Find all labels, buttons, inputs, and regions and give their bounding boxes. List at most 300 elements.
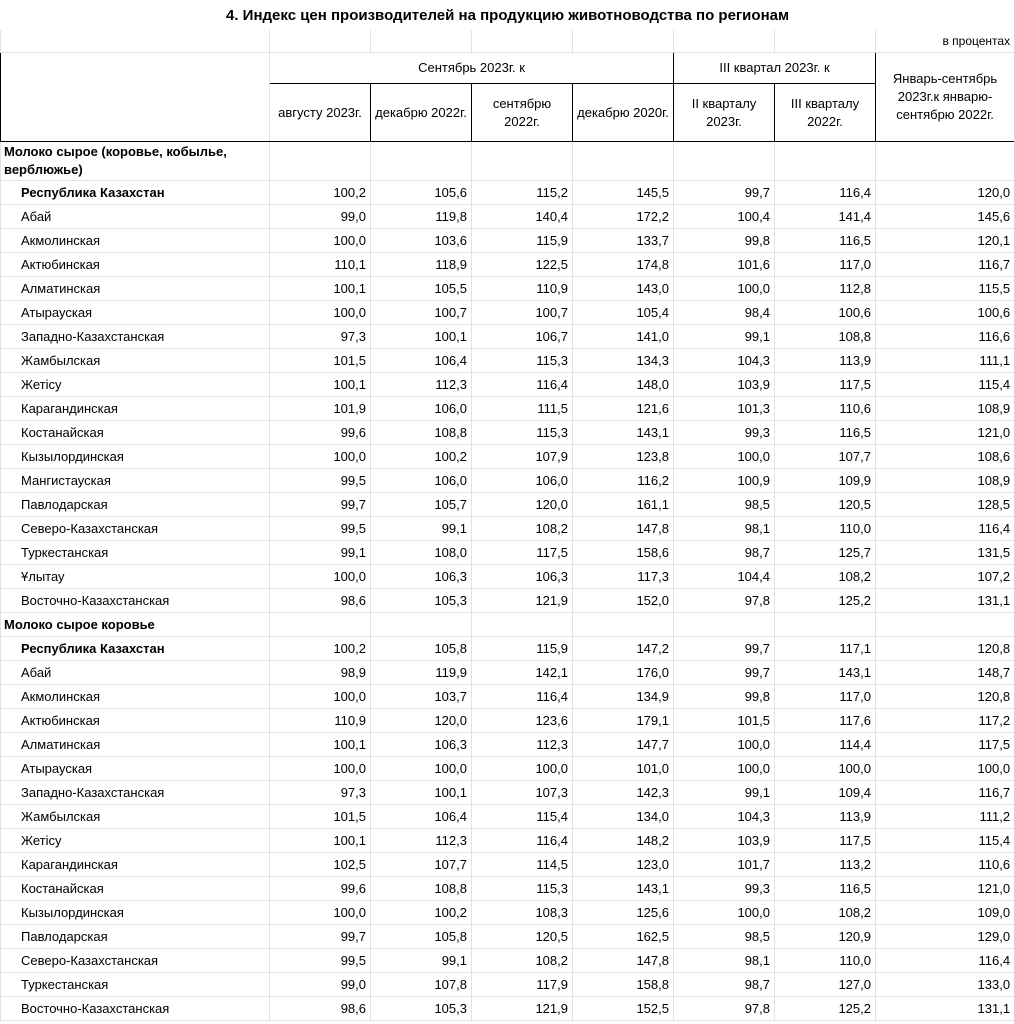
value-cell: 99,7 — [674, 181, 775, 205]
region-name: Алматинская — [1, 277, 270, 301]
value-cell: 116,7 — [876, 253, 1014, 277]
value-cell: 116,6 — [876, 325, 1014, 349]
units-label: в процентах — [876, 30, 1014, 53]
value-cell: 147,7 — [573, 733, 674, 757]
value-cell: 128,5 — [876, 493, 1014, 517]
value-cell: 115,3 — [472, 877, 573, 901]
value-cell: 97,3 — [270, 781, 371, 805]
region-name: Павлодарская — [1, 925, 270, 949]
region-name: Абай — [1, 661, 270, 685]
value-cell: 97,8 — [674, 997, 775, 1021]
value-cell: 99,5 — [270, 517, 371, 541]
value-cell: 111,1 — [876, 349, 1014, 373]
value-cell: 106,3 — [371, 565, 472, 589]
value-cell: 117,3 — [573, 565, 674, 589]
region-name: Жамбылская — [1, 349, 270, 373]
value-cell: 120,8 — [876, 637, 1014, 661]
value-cell: 99,7 — [674, 637, 775, 661]
value-cell: 99,3 — [674, 421, 775, 445]
value-cell: 112,3 — [371, 373, 472, 397]
value-cell: 100,2 — [270, 637, 371, 661]
value-cell: 100,2 — [371, 901, 472, 925]
region-name: Жетісу — [1, 829, 270, 853]
value-cell: 98,5 — [674, 493, 775, 517]
header-sub-dec2022: декабрю 2022г. — [371, 84, 472, 142]
value-cell: 121,9 — [472, 997, 573, 1021]
value-cell: 99,6 — [270, 421, 371, 445]
value-cell: 108,2 — [472, 949, 573, 973]
value-cell: 116,4 — [472, 685, 573, 709]
value-cell: 121,0 — [876, 877, 1014, 901]
table-row — [1, 421, 1014, 445]
value-cell: 113,2 — [775, 853, 876, 877]
value-cell: 115,5 — [876, 277, 1014, 301]
region-name: Акмолинская — [1, 685, 270, 709]
value-cell: 103,9 — [674, 373, 775, 397]
value-cell: 123,8 — [573, 445, 674, 469]
region-name: Павлодарская — [1, 493, 270, 517]
value-cell: 106,3 — [371, 733, 472, 757]
value-cell: 148,2 — [573, 829, 674, 853]
value-cell: 101,0 — [573, 757, 674, 781]
value-cell: 134,0 — [573, 805, 674, 829]
table-row — [1, 877, 1014, 901]
value-cell: 148,0 — [573, 373, 674, 397]
value-cell: 117,0 — [775, 685, 876, 709]
value-cell: 100,0 — [674, 757, 775, 781]
section-title: Молоко сырое коровье — [1, 613, 270, 637]
value-cell: 142,1 — [472, 661, 573, 685]
value-cell: 161,1 — [573, 493, 674, 517]
value-cell: 105,8 — [371, 925, 472, 949]
value-cell: 100,1 — [270, 373, 371, 397]
value-cell: 116,7 — [876, 781, 1014, 805]
header-group-jan-sep: Январь-сентябрь 2023г.к январю-сентябрю 2022г. — [876, 53, 1014, 142]
value-cell: 115,4 — [876, 373, 1014, 397]
value-cell: 101,7 — [674, 853, 775, 877]
region-name: Восточно-Казахстанская — [1, 589, 270, 613]
value-cell: 100,7 — [371, 301, 472, 325]
value-cell: 100,0 — [270, 445, 371, 469]
value-cell: 99,1 — [674, 781, 775, 805]
value-cell: 110,0 — [775, 517, 876, 541]
value-cell: 102,5 — [270, 853, 371, 877]
region-name: Кызылординская — [1, 901, 270, 925]
value-cell: 105,7 — [371, 493, 472, 517]
value-cell: 120,5 — [775, 493, 876, 517]
value-cell: 100,4 — [674, 205, 775, 229]
value-cell: 99,7 — [674, 661, 775, 685]
value-cell: 110,6 — [775, 397, 876, 421]
value-cell: 105,3 — [371, 997, 472, 1021]
table-row — [1, 541, 1014, 565]
value-cell: 100,0 — [674, 733, 775, 757]
value-cell: 105,6 — [371, 181, 472, 205]
table-row — [1, 253, 1014, 277]
value-cell: 176,0 — [573, 661, 674, 685]
value-cell: 116,4 — [876, 517, 1014, 541]
units-row — [1, 30, 1014, 53]
region-name: Жетісу — [1, 373, 270, 397]
value-cell: 119,9 — [371, 661, 472, 685]
value-cell: 117,1 — [775, 637, 876, 661]
value-cell: 115,3 — [472, 349, 573, 373]
value-cell: 106,3 — [472, 565, 573, 589]
table-row — [1, 805, 1014, 829]
region-name: Республика Казахстан — [1, 637, 270, 661]
value-cell: 98,7 — [674, 973, 775, 997]
value-cell: 116,5 — [775, 877, 876, 901]
table-row — [1, 229, 1014, 253]
value-cell: 107,7 — [371, 853, 472, 877]
value-cell: 145,6 — [876, 205, 1014, 229]
region-name: Республика Казахстан — [1, 181, 270, 205]
value-cell: 99,5 — [270, 469, 371, 493]
value-cell: 103,6 — [371, 229, 472, 253]
table-row — [1, 565, 1014, 589]
value-cell: 145,5 — [573, 181, 674, 205]
value-cell: 105,8 — [371, 637, 472, 661]
value-cell: 113,9 — [775, 349, 876, 373]
value-cell: 127,0 — [775, 973, 876, 997]
value-cell: 115,2 — [472, 181, 573, 205]
value-cell: 117,9 — [472, 973, 573, 997]
title-row — [1, 1, 1014, 30]
value-cell: 115,3 — [472, 421, 573, 445]
value-cell: 97,8 — [674, 589, 775, 613]
value-cell: 106,0 — [472, 469, 573, 493]
value-cell: 115,9 — [472, 637, 573, 661]
region-name: Карагандинская — [1, 397, 270, 421]
value-cell: 147,8 — [573, 949, 674, 973]
value-cell: 100,9 — [674, 469, 775, 493]
value-cell: 100,1 — [270, 277, 371, 301]
value-cell: 120,9 — [775, 925, 876, 949]
value-cell: 108,9 — [876, 397, 1014, 421]
value-cell: 110,9 — [270, 709, 371, 733]
header-group-sep2023: Сентябрь 2023г. к — [270, 53, 674, 84]
value-cell: 120,0 — [371, 709, 472, 733]
value-cell: 104,3 — [674, 805, 775, 829]
value-cell: 131,5 — [876, 541, 1014, 565]
value-cell: 106,7 — [472, 325, 573, 349]
value-cell: 100,1 — [270, 733, 371, 757]
value-cell: 99,0 — [270, 205, 371, 229]
region-name: Актюбинская — [1, 709, 270, 733]
region-name: Жамбылская — [1, 805, 270, 829]
value-cell: 134,3 — [573, 349, 674, 373]
table-row — [1, 661, 1014, 685]
value-cell: 100,0 — [876, 757, 1014, 781]
region-name: Абай — [1, 205, 270, 229]
value-cell: 107,2 — [876, 565, 1014, 589]
value-cell: 111,5 — [472, 397, 573, 421]
value-cell: 125,6 — [573, 901, 674, 925]
section-row — [1, 142, 1014, 181]
value-cell: 133,0 — [876, 973, 1014, 997]
value-cell: 114,5 — [472, 853, 573, 877]
value-cell: 99,1 — [270, 541, 371, 565]
value-cell: 98,7 — [674, 541, 775, 565]
table-row — [1, 973, 1014, 997]
value-cell: 143,1 — [573, 877, 674, 901]
region-name: Атырауская — [1, 301, 270, 325]
value-cell: 112,3 — [371, 829, 472, 853]
table-row — [1, 469, 1014, 493]
value-cell: 125,7 — [775, 541, 876, 565]
table-row — [1, 349, 1014, 373]
region-name: Атырауская — [1, 757, 270, 781]
table-row — [1, 397, 1014, 421]
value-cell: 99,3 — [674, 877, 775, 901]
value-cell: 117,6 — [775, 709, 876, 733]
value-cell: 99,7 — [270, 493, 371, 517]
value-cell: 100,7 — [472, 301, 573, 325]
value-cell: 99,5 — [270, 949, 371, 973]
value-cell: 100,1 — [371, 325, 472, 349]
value-cell: 121,6 — [573, 397, 674, 421]
region-name: Ұлытау — [1, 565, 270, 589]
value-cell: 148,7 — [876, 661, 1014, 685]
header-blank-cell — [1, 53, 270, 142]
region-name: Кызылординская — [1, 445, 270, 469]
value-cell: 116,2 — [573, 469, 674, 493]
value-cell: 100,0 — [472, 757, 573, 781]
value-cell: 131,1 — [876, 997, 1014, 1021]
value-cell: 104,4 — [674, 565, 775, 589]
value-cell: 108,0 — [371, 541, 472, 565]
table-row — [1, 301, 1014, 325]
value-cell: 99,7 — [270, 925, 371, 949]
value-cell: 116,4 — [876, 949, 1014, 973]
value-cell: 106,4 — [371, 805, 472, 829]
value-cell: 158,8 — [573, 973, 674, 997]
region-name: Акмолинская — [1, 229, 270, 253]
table-row — [1, 181, 1014, 205]
table-row — [1, 637, 1014, 661]
region-name: Актюбинская — [1, 253, 270, 277]
value-cell: 97,3 — [270, 325, 371, 349]
value-cell: 152,0 — [573, 589, 674, 613]
value-cell: 108,6 — [876, 445, 1014, 469]
value-cell: 110,0 — [775, 949, 876, 973]
value-cell: 99,6 — [270, 877, 371, 901]
value-cell: 120,5 — [472, 925, 573, 949]
region-name: Восточно-Казахстанская — [1, 997, 270, 1021]
value-cell: 101,3 — [674, 397, 775, 421]
value-cell: 99,0 — [270, 973, 371, 997]
value-cell: 106,4 — [371, 349, 472, 373]
value-cell: 108,2 — [775, 901, 876, 925]
value-cell: 98,5 — [674, 925, 775, 949]
value-cell: 125,2 — [775, 589, 876, 613]
value-cell: 108,8 — [371, 877, 472, 901]
value-cell: 108,9 — [876, 469, 1014, 493]
value-cell: 101,5 — [270, 349, 371, 373]
table-row — [1, 781, 1014, 805]
value-cell: 120,0 — [876, 181, 1014, 205]
value-cell: 106,0 — [371, 397, 472, 421]
value-cell: 133,7 — [573, 229, 674, 253]
table-row — [1, 925, 1014, 949]
value-cell: 100,0 — [371, 757, 472, 781]
value-cell: 100,0 — [775, 757, 876, 781]
region-name: Туркестанская — [1, 541, 270, 565]
value-cell: 158,6 — [573, 541, 674, 565]
value-cell: 123,6 — [472, 709, 573, 733]
value-cell: 109,4 — [775, 781, 876, 805]
value-cell: 117,5 — [876, 733, 1014, 757]
value-cell: 99,1 — [371, 517, 472, 541]
value-cell: 100,0 — [270, 901, 371, 925]
value-cell: 99,8 — [674, 229, 775, 253]
header-row-1 — [1, 53, 1014, 84]
region-name: Карагандинская — [1, 853, 270, 877]
value-cell: 100,1 — [270, 829, 371, 853]
section-title: Молоко сырое (коровье, кобылье, верблюжье) — [1, 142, 270, 181]
value-cell: 98,6 — [270, 589, 371, 613]
value-cell: 121,9 — [472, 589, 573, 613]
value-cell: 131,1 — [876, 589, 1014, 613]
header-sub-dec2020: декабрю 2020г. — [573, 84, 674, 142]
value-cell: 162,5 — [573, 925, 674, 949]
value-cell: 141,4 — [775, 205, 876, 229]
value-cell: 117,5 — [472, 541, 573, 565]
value-cell: 100,0 — [270, 685, 371, 709]
value-cell: 117,5 — [775, 829, 876, 853]
value-cell: 105,4 — [573, 301, 674, 325]
value-cell: 114,4 — [775, 733, 876, 757]
value-cell: 143,1 — [573, 421, 674, 445]
table-row — [1, 853, 1014, 877]
region-name: Костанайская — [1, 421, 270, 445]
value-cell: 98,9 — [270, 661, 371, 685]
table-row — [1, 325, 1014, 349]
region-name: Алматинская — [1, 733, 270, 757]
value-cell: 115,9 — [472, 229, 573, 253]
value-cell: 108,2 — [472, 517, 573, 541]
value-cell: 120,0 — [472, 493, 573, 517]
value-cell: 125,2 — [775, 997, 876, 1021]
value-cell: 108,8 — [371, 421, 472, 445]
value-cell: 119,8 — [371, 205, 472, 229]
value-cell: 110,1 — [270, 253, 371, 277]
value-cell: 100,2 — [270, 181, 371, 205]
value-cell: 117,0 — [775, 253, 876, 277]
value-cell: 117,2 — [876, 709, 1014, 733]
value-cell: 104,3 — [674, 349, 775, 373]
value-cell: 100,2 — [371, 445, 472, 469]
value-cell: 141,0 — [573, 325, 674, 349]
value-cell: 99,1 — [674, 325, 775, 349]
region-name: Туркестанская — [1, 973, 270, 997]
region-name: Костанайская — [1, 877, 270, 901]
value-cell: 107,7 — [775, 445, 876, 469]
value-cell: 107,8 — [371, 973, 472, 997]
region-name: Мангистауская — [1, 469, 270, 493]
value-cell: 142,3 — [573, 781, 674, 805]
value-cell: 100,0 — [270, 229, 371, 253]
value-cell: 100,0 — [270, 301, 371, 325]
table-row — [1, 901, 1014, 925]
value-cell: 174,8 — [573, 253, 674, 277]
value-cell: 100,0 — [270, 757, 371, 781]
value-cell: 110,9 — [472, 277, 573, 301]
table-row — [1, 517, 1014, 541]
table-row — [1, 949, 1014, 973]
value-cell: 98,6 — [270, 997, 371, 1021]
table-title: 4. Индекс цен производителей на продукцию животноводства по регионам — [1, 1, 1014, 30]
value-cell: 100,0 — [674, 277, 775, 301]
value-cell: 107,3 — [472, 781, 573, 805]
header-group-q3-2023: III квартал 2023г. к — [674, 53, 876, 84]
section-row — [1, 613, 1014, 637]
value-cell: 134,9 — [573, 685, 674, 709]
value-cell: 116,5 — [775, 229, 876, 253]
value-cell: 147,8 — [573, 517, 674, 541]
value-cell: 107,9 — [472, 445, 573, 469]
value-cell: 143,0 — [573, 277, 674, 301]
value-cell: 103,9 — [674, 829, 775, 853]
region-name: Северо-Казахстанская — [1, 949, 270, 973]
value-cell: 116,4 — [472, 373, 573, 397]
table-row — [1, 733, 1014, 757]
value-cell: 103,7 — [371, 685, 472, 709]
value-cell: 98,1 — [674, 949, 775, 973]
table-row — [1, 445, 1014, 469]
value-cell: 101,9 — [270, 397, 371, 421]
value-cell: 116,4 — [775, 181, 876, 205]
header-sub-q2-2023: II кварталу 2023г. — [674, 84, 775, 142]
value-cell: 110,6 — [876, 853, 1014, 877]
value-cell: 108,2 — [775, 565, 876, 589]
value-cell: 98,1 — [674, 517, 775, 541]
value-cell: 101,6 — [674, 253, 775, 277]
value-cell: 100,0 — [674, 901, 775, 925]
value-cell: 106,0 — [371, 469, 472, 493]
table-row — [1, 373, 1014, 397]
value-cell: 112,3 — [472, 733, 573, 757]
header-sub-sep2022: сентябрю 2022г. — [472, 84, 573, 142]
region-name: Северо-Казахстанская — [1, 517, 270, 541]
table-row — [1, 685, 1014, 709]
value-cell: 99,1 — [371, 949, 472, 973]
region-name: Западно-Казахстанская — [1, 325, 270, 349]
header-sub-aug2023: августу 2023г. — [270, 84, 371, 142]
value-cell: 117,5 — [775, 373, 876, 397]
value-cell: 105,5 — [371, 277, 472, 301]
table-row — [1, 493, 1014, 517]
value-cell: 147,2 — [573, 637, 674, 661]
value-cell: 152,5 — [573, 997, 674, 1021]
value-cell: 100,0 — [674, 445, 775, 469]
value-cell: 100,0 — [270, 565, 371, 589]
value-cell: 109,9 — [775, 469, 876, 493]
table-row — [1, 757, 1014, 781]
value-cell: 172,2 — [573, 205, 674, 229]
table-row — [1, 997, 1014, 1021]
value-cell: 100,1 — [371, 781, 472, 805]
table-row — [1, 709, 1014, 733]
value-cell: 115,4 — [472, 805, 573, 829]
value-cell: 120,8 — [876, 685, 1014, 709]
value-cell: 109,0 — [876, 901, 1014, 925]
value-cell: 112,8 — [775, 277, 876, 301]
value-cell: 111,2 — [876, 805, 1014, 829]
value-cell: 140,4 — [472, 205, 573, 229]
value-cell: 108,3 — [472, 901, 573, 925]
value-cell: 118,9 — [371, 253, 472, 277]
